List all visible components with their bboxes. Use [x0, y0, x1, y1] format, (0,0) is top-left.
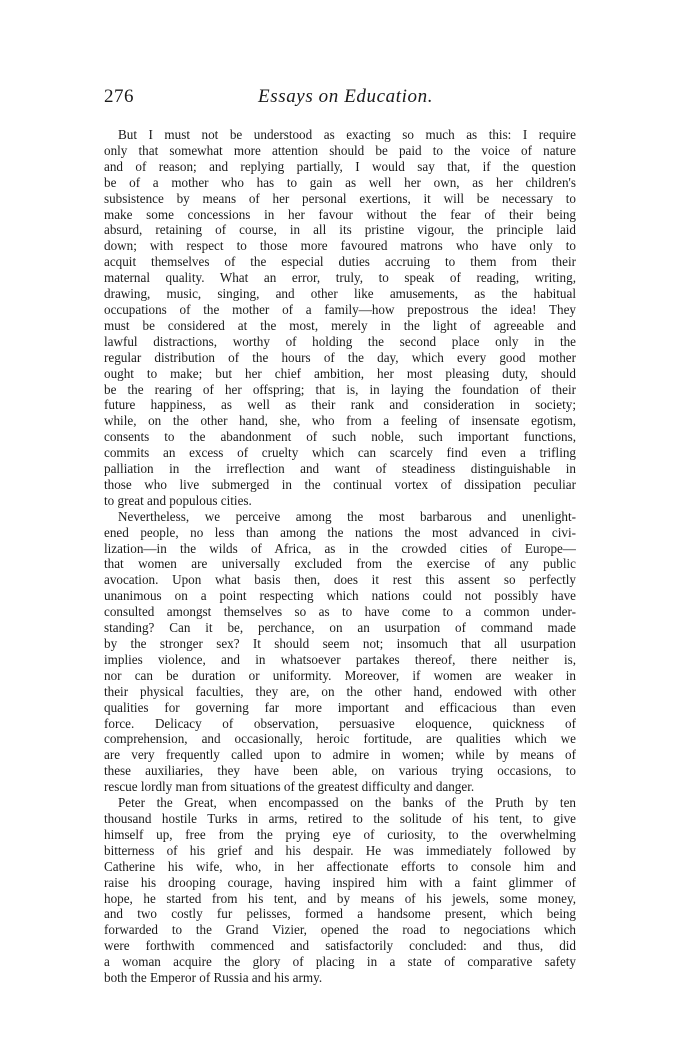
text-line: commits an excess of cruelty which can scarcely find even a trifling: [104, 445, 576, 461]
text-line: drawing, music, singing, and other like amusements, as the habitual: [104, 286, 576, 302]
text-line: those who live submerged in the continual vortex of dissipation peculiar: [104, 476, 576, 492]
body-text: [104, 127, 576, 986]
text-line: maternal quality. What an error, truly, to speak of reading, writing,: [104, 270, 576, 286]
text-line: absurd, retaining of course, in all its pristine vigour, the principle laid: [104, 222, 576, 238]
text-line: avocation. Upon what basis then, does it rest this assent so perfectly: [104, 572, 576, 588]
text-line: down; with respect to those more favoured matrons who have only to: [104, 238, 576, 254]
paragraph: [104, 509, 576, 795]
text-line: be of a mother who has to gain as well her own, as her children's: [104, 174, 576, 190]
text-line: ought to make; but her chief ambition, her most pleasing duty, should: [104, 365, 576, 381]
text-line: hope, he started from his tent, and by means of his jewels, some money,: [104, 890, 576, 906]
text-line: palliation in the irreflection and want of steadiness distinguishable in: [104, 461, 576, 477]
text-line: were forthwith commenced and satisfactorily concluded: and thus, did: [104, 938, 576, 954]
text-line: be the rearing of her offspring; that is, in laying the foundation of their: [104, 381, 576, 397]
text-line: comprehension, and occasionally, heroic fortitude, are qualities which we: [104, 731, 576, 747]
text-line: are very frequently called upon to admire in women; while by means of: [104, 747, 576, 763]
text-line: by the stronger sex? It should seem not; insomuch that all usurpation: [104, 636, 576, 651]
text-line: these auxiliaries, they have been able, on various trying occasions, to: [104, 763, 576, 779]
text-line: their physical faculties, they are, on the other hand, endowed with other: [104, 683, 576, 699]
text-line: nor can be duration or uniformity. Moreover, if women are weaker in: [104, 667, 576, 683]
text-line: But I must not be understood as exacting so much as this: I require: [118, 127, 576, 142]
text-line: lawful distractions, worthy of holding the second place only in the: [104, 333, 576, 349]
text-line: force. Delicacy of observation, persuasive eloquence, quickness of: [104, 715, 576, 731]
text-line: thousand hostile Turks in arms, retired to the solitude of his tent, to give: [104, 810, 576, 826]
text-line: a woman acquire the glory of placing in a state of comparative safety: [104, 954, 576, 970]
text-line: to great and populous cities.: [104, 492, 252, 508]
running-title: Essays on Education.: [258, 86, 434, 107]
text-line: unanimous on a point respecting which nations could not possibly have: [104, 588, 576, 604]
text-line: subsistence by means of her personal exertions, it will be necessary to: [104, 190, 576, 206]
text-line: occupations of the mother of a family—how prepostrous the idea! They: [104, 301, 576, 317]
text-line: regular distribution of the hours of the day, which every good mother: [104, 349, 576, 365]
text-line: Nevertheless, we perceive among the most barbarous and unenlight-: [118, 508, 576, 524]
text-line: raise his drooping courage, having inspired him with a faint glimmer of: [104, 874, 576, 890]
text-line: while, on the other hand, she, who from a feeling of insensate egotism,: [104, 413, 576, 429]
text-line: acquit themselves of the especial duties accruing to them from their: [104, 254, 576, 270]
text-line: consulted amongst themselves so as to have come to a common under-: [104, 604, 576, 620]
text-line: himself up, free from the prying eye of curiosity, to the overwhelming: [104, 826, 576, 842]
text-line: rescue lordly man from situations of the greatest difficulty and danger.: [104, 779, 475, 795]
text-line: qualities for governing far more important and efficacious than even: [104, 699, 576, 715]
text-line: standing? Can it be, perchance, on an usurpation of command made: [104, 620, 576, 636]
text-line: ened people, no less than among the nations the most advanced in civi-: [104, 524, 576, 540]
text-line: make some concessions in her favour without the fear of their being: [104, 206, 576, 222]
text-line: lization—in the wilds of Africa, as in the crowded cities of Europe—: [104, 540, 576, 556]
text-line: Catherine his wife, who, in her affectionate efforts to console him and: [104, 858, 576, 874]
text-line: future happiness, as well as their rank and consideration in society;: [104, 397, 576, 413]
text-line: consents to the abandonment of such noble, such important functions,: [104, 429, 576, 445]
page-number: 276: [104, 86, 134, 107]
text-line: must be considered at the most, merely in the light of agreeable and: [104, 317, 576, 333]
text-line: that women are universally excluded from the exercise of any public: [104, 556, 576, 572]
text-line: only that somewhat more attention should be paid to the voice of nature: [104, 142, 576, 158]
text-line: both the Emperor of Russia and his army.: [104, 970, 323, 986]
paragraph: [104, 795, 576, 986]
text-line: forwarded to the Grand Vizier, opened the road to negociations which: [104, 922, 576, 938]
text-line: and of reason; and replying partially, I would say that, if the question: [104, 158, 576, 174]
text-line: and two costly fur pelisses, formed a handsome present, which being: [104, 906, 576, 922]
paragraph: [104, 127, 576, 509]
text-line: Peter the Great, when encompassed on the banks of the Pruth by ten: [118, 795, 576, 811]
page-header: [104, 86, 580, 112]
text-line: implies violence, and in whatsoever partakes thereof, there neither is,: [104, 651, 576, 667]
text-line: bitterness of his grief and his despair. He was immediately followed by: [104, 842, 576, 858]
